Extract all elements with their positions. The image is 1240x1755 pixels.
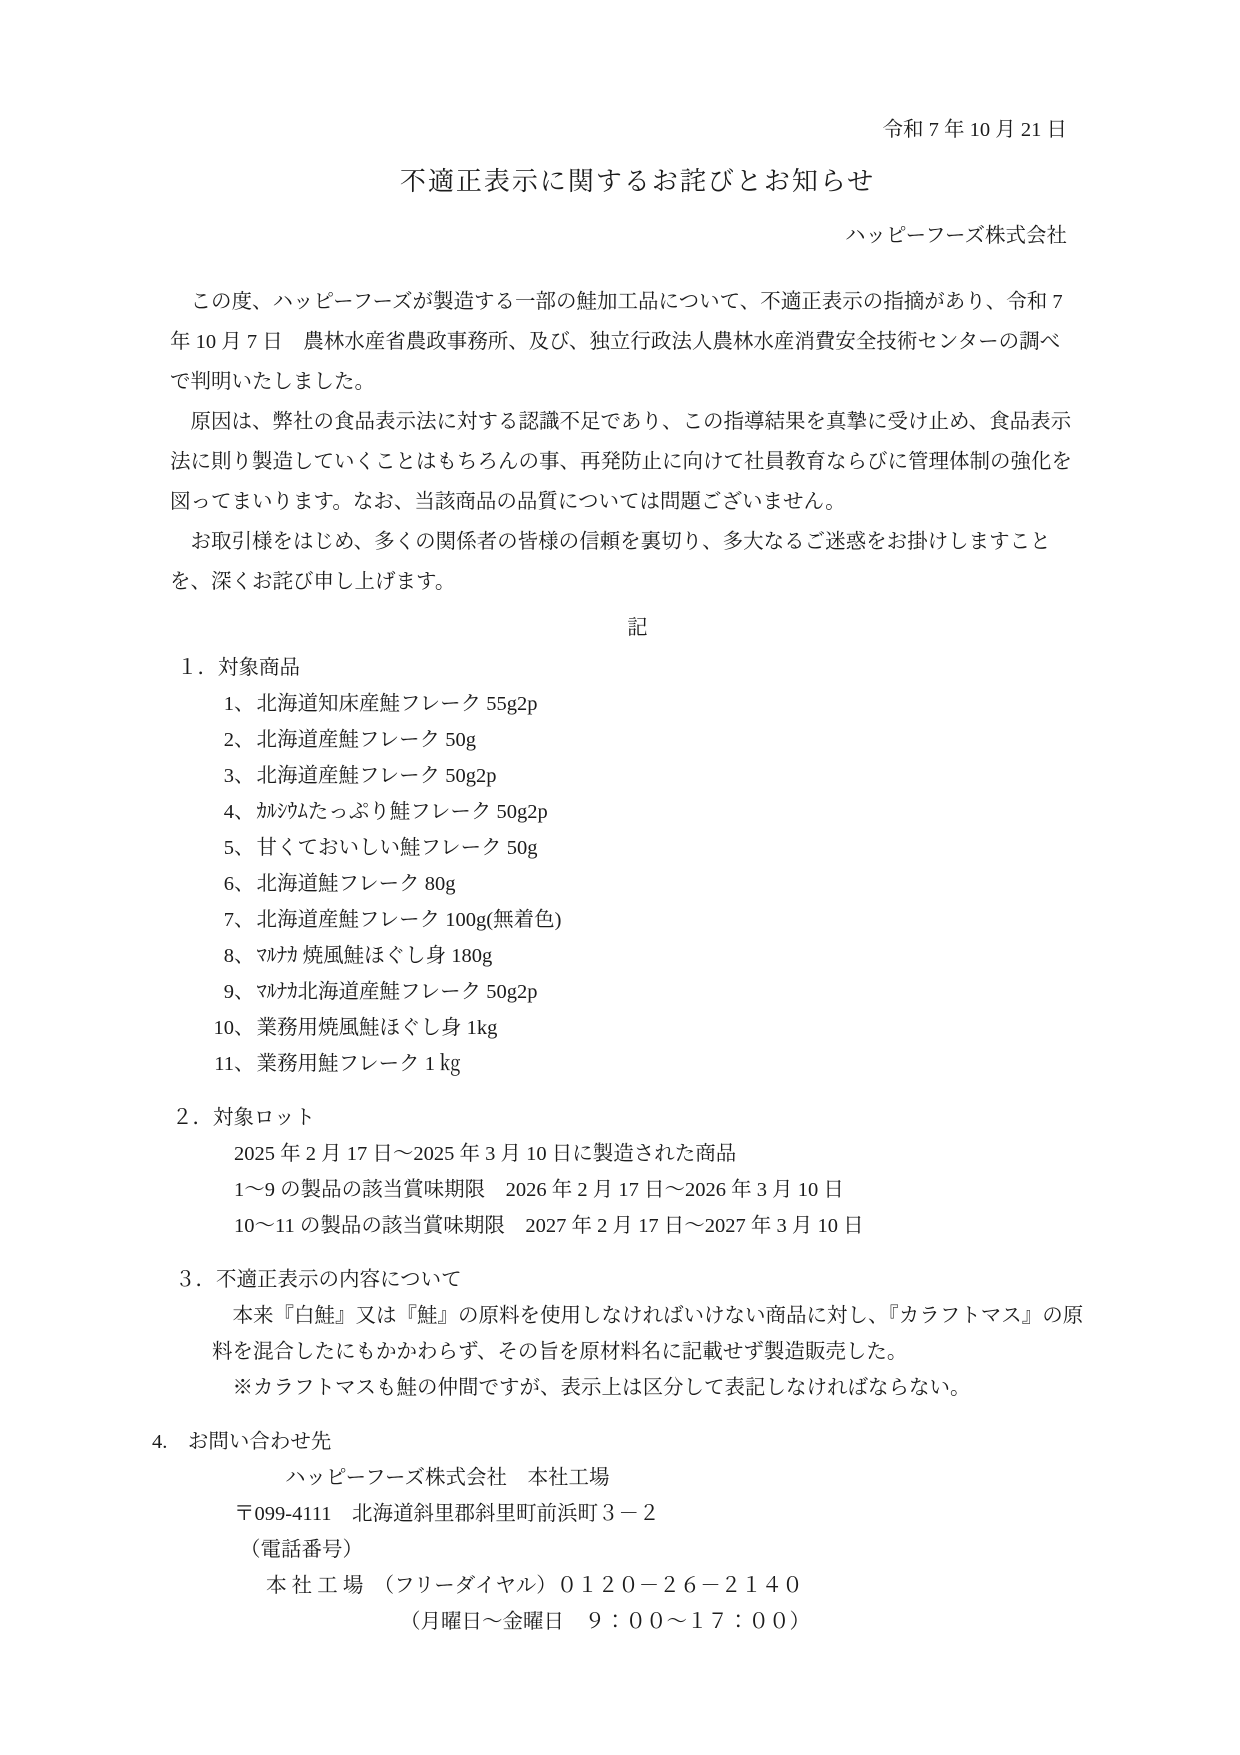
contact-address: 〒099-4111 北海道斜里郡斜里町前浜町３－２ xyxy=(234,1503,660,1525)
product-number: 2 xyxy=(223,729,234,751)
product-number: 4 xyxy=(223,801,234,823)
product-separator: 、 xyxy=(234,801,255,823)
product-number: 8 xyxy=(223,945,234,967)
product-separator: 、 xyxy=(234,873,255,895)
product-separator: 、 xyxy=(234,729,255,751)
lot-line: 1～9 の製品の該当賞味期限 2026 年 2 月 17 日～2026 年 3 月 10 日 xyxy=(234,1179,844,1201)
description-line: 料を混合したにもかかわらず、その旨を原材料名に記載せず製造販売した。 xyxy=(212,1341,908,1363)
product-number: 11 xyxy=(214,1053,234,1075)
product-item xyxy=(200,758,1105,794)
contact-office: ハッピーフーズ株式会社 本社工場 xyxy=(285,1467,610,1489)
body-line: で判明いたしました。 xyxy=(170,371,375,393)
product-item xyxy=(200,1010,1105,1046)
product-name: ｶﾙｼｳﾑたっぷり鮭フレーク 50g2p xyxy=(256,801,548,823)
body-line: 年 10 月 7 日 農林水産省農政事務所、及び、独立行政法人農林水産消費安全技術センターの調べ xyxy=(170,331,1061,353)
description-line: 本来『白鮭』又は『鮭』の原料を使用しなければいけない商品に対し、『カラフトマス』の原 xyxy=(212,1305,1084,1327)
mislabel-description xyxy=(212,1298,1105,1406)
lot-line: 10～11 の製品の該当賞味期限 2027 年 2 月 17 日～2027 年 3 月 10 日 xyxy=(234,1215,864,1237)
section-target-products xyxy=(170,650,1105,1082)
product-separator: 、 xyxy=(234,981,255,1003)
product-item xyxy=(200,830,1105,866)
product-separator: 、 xyxy=(234,1017,255,1039)
document-title: 不適正表示に関するお詫びとお知らせ xyxy=(399,167,876,196)
product-number: 5 xyxy=(223,837,234,859)
product-item xyxy=(200,722,1105,758)
body-line: 原因は、弊社の食品表示法に対する認識不足であり、この指導結果を真摯に受け止め、食品表示 xyxy=(170,411,1072,433)
section1-heading: １．対象商品 xyxy=(177,657,300,679)
body-line: 法に則り製造していくことはもちろんの事、再発防止に向けて社員教育ならびに管理体制の強化を xyxy=(170,451,1072,473)
section-target-lots xyxy=(170,1100,1105,1244)
document-date: 令和 7 年 10 月 21 日 xyxy=(882,119,1067,141)
product-name: 北海道産鮭フレーク 50g2p xyxy=(256,765,497,787)
contact-hours: （月曜日～金曜日 ９：００～１７：００） xyxy=(400,1611,810,1633)
product-number: 6 xyxy=(223,873,234,895)
section3-heading: ３．不適正表示の内容について xyxy=(175,1269,462,1291)
product-separator: 、 xyxy=(234,765,255,787)
ki-marker: 記 xyxy=(627,617,648,639)
description-note-line: ※カラフトマスも鮭の仲間ですが、表示上は区分して表記しなければならない。 xyxy=(212,1377,971,1399)
product-number: 1 xyxy=(223,693,234,715)
section2-heading: ２．対象ロット xyxy=(172,1107,316,1129)
section-mislabel-details xyxy=(170,1262,1105,1406)
product-number: 10 xyxy=(213,1017,234,1039)
company-name: ハッピーフーズ株式会社 xyxy=(844,225,1067,247)
body-line: この度、ハッピーフーズが製造する一部の鮭加工品について、不適正表示の指摘があり、令和 7 xyxy=(170,291,1063,313)
product-number: 9 xyxy=(223,981,234,1003)
contact-tel-label: （電話番号） xyxy=(240,1539,363,1561)
product-name: 北海道産鮭フレーク 100g(無着色) xyxy=(256,909,562,931)
body-line: を、深くお詫び申し上げます。 xyxy=(170,571,456,593)
product-separator: 、 xyxy=(234,837,255,859)
contact-tel-number: 本 社 工 場 （フリーダイヤル）０１２０－２６－２１４０ xyxy=(266,1575,803,1597)
product-name: 業務用鮭フレーク 1 ㎏ xyxy=(256,1053,461,1075)
product-separator: 、 xyxy=(234,945,255,967)
product-item xyxy=(200,866,1105,902)
body-line: 図ってまいります。なお、当該商品の品質については問題ございません。 xyxy=(170,491,846,513)
product-name: 甘くておいしい鮭フレーク 50g xyxy=(256,837,538,859)
product-name: ﾏﾙﾅｶ 焼風鮭ほぐし身 180g xyxy=(256,945,493,967)
product-item xyxy=(200,794,1105,830)
product-item xyxy=(200,974,1105,1010)
product-item xyxy=(200,686,1105,722)
product-separator: 、 xyxy=(234,909,255,931)
product-item xyxy=(200,1046,1105,1082)
product-separator: 、 xyxy=(234,693,255,715)
body-line: お取引様をはじめ、多くの関係者の皆様の信頼を裏切り、多大なるご迷惑をお掛けしますこと xyxy=(170,531,1051,553)
section4-heading: 4. お問い合わせ先 xyxy=(152,1431,332,1453)
product-number: 3 xyxy=(223,765,234,787)
product-name: ﾏﾙﾅｶ北海道産鮭フレーク 50g2p xyxy=(256,981,538,1003)
body-paragraphs xyxy=(170,282,1105,602)
product-item xyxy=(200,902,1105,938)
product-name: 北海道鮭フレーク 80g xyxy=(256,873,456,895)
product-item xyxy=(200,938,1105,974)
section-contact xyxy=(152,1424,1105,1640)
product-name: 北海道知床産鮭フレーク 55g2p xyxy=(256,693,538,715)
product-number: 7 xyxy=(223,909,234,931)
product-separator: 、 xyxy=(234,1053,255,1075)
product-list xyxy=(170,686,1105,1082)
product-name: 業務用焼風鮭ほぐし身 1kg xyxy=(256,1017,498,1039)
lot-line: 2025 年 2 月 17 日～2025 年 3 月 10 日に製造された商品 xyxy=(234,1143,737,1165)
product-name: 北海道産鮭フレーク 50g xyxy=(256,729,477,751)
